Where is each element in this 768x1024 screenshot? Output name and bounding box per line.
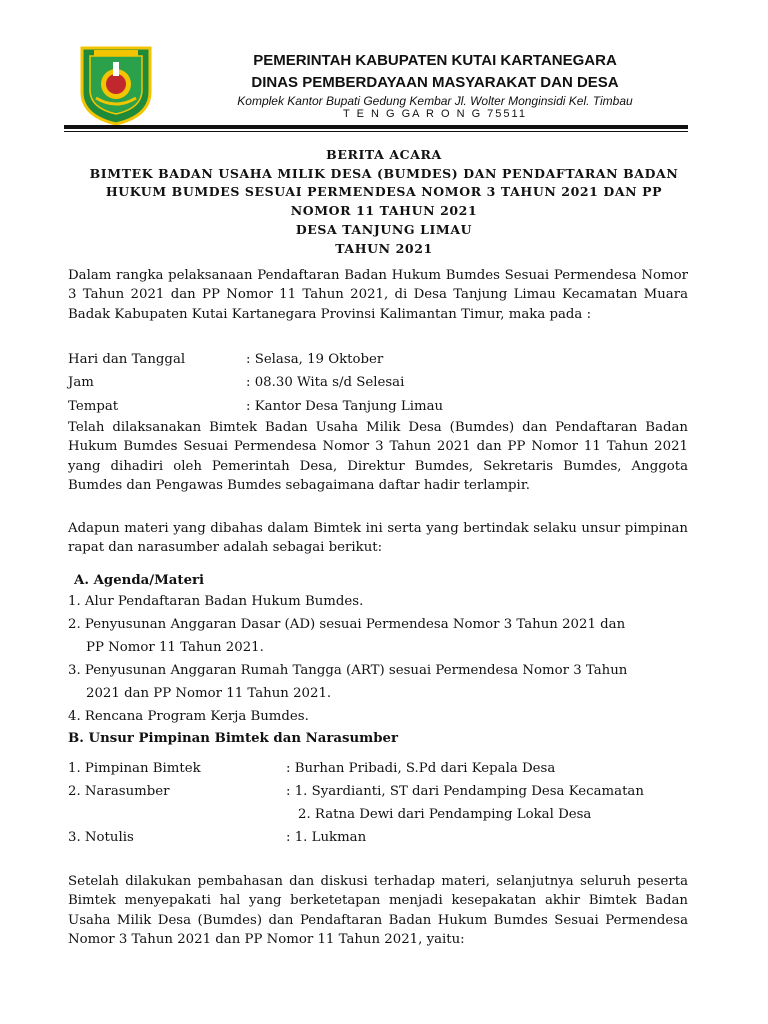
agenda-item-continuation: 2021 dan PP Nomor 11 Tahun 2021.	[86, 686, 332, 701]
detail-label: Tempat	[68, 399, 119, 414]
closing-paragraph: Setelah dilakukan pembahasan dan diskusi terhadap materi, selanjutnya seluruh peserta Bimtek menyepakati hal yang berketetapan menjadi kesepakatan akhir Bimtek Badan Usaha Milik Desa (Bumdes) dan Pendaftaran Badan Hukum Bumdes Sesuai Permendesa Nomor 3 Tahun 2021 dan PP Nomor 11 Tahun 2021, yaitu:	[68, 874, 688, 947]
document-title	[64, 146, 704, 258]
agenda-item-continuation: PP Nomor 11 Tahun 2021.	[86, 640, 264, 655]
title-line: HUKUM BUMDES SESUAI PERMENDESA NOMOR 3 TAHUN 2021 DAN PP	[105, 184, 663, 200]
title-line: TAHUN 2021	[335, 240, 433, 256]
leadership-person: : 1. Syardianti, ST dari Pendamping Desa Kecamatan	[286, 784, 644, 799]
letterhead-rule-thick	[64, 125, 688, 129]
letterhead-city: T E N G GA R O N G 75511	[343, 108, 527, 120]
attendance-paragraph: Telah dilaksanakan Bimtek Badan Usaha Milik Desa (Bumdes) dan Pendaftaran Badan Hukum Bumdes Sesuai Permendesa Nomor 3 Tahun 2021 dan PP Nomor 11 Tahun 2021 yang dihadiri oleh Pemerintah Desa, Direktur Bumdes, Sekretaris Bumdes, Anggota Bumdes dan Pengawas Bumdes sebagaimana daftar hadir terlampir.	[68, 420, 688, 493]
letterhead-address: Komplek Kantor Bupati Gedung Kembar Jl. Wolter Monginsidi Kel. Timbau	[237, 94, 633, 108]
leadership-role: 2. Narasumber	[68, 784, 170, 799]
leadership-person: 2. Ratna Dewi dari Pendamping Lokal Desa	[298, 807, 592, 822]
section-a-heading: A. Agenda/Materi	[74, 573, 205, 588]
leadership-role: 3. Notulis	[68, 830, 134, 845]
intro-paragraph: Dalam rangka pelaksanaan Pendaftaran Badan Hukum Bumdes Sesuai Permendesa Nomor 3 Tahun 2021 dan PP Nomor 11 Tahun 2021, di Desa Tanjung Limau Kecamatan Muara Badak Kabupaten Kutai Kartanegara Provinsi Kalimantan Timur, maka pada :	[68, 268, 688, 322]
detail-value: : 08.30 Wita s/d Selesai	[246, 375, 405, 390]
kutai-kartanegara-emblem-logo	[76, 40, 156, 126]
detail-label: Jam	[68, 375, 94, 390]
letterhead-government: PEMERINTAH KABUPATEN KUTAI KARTANEGARA	[253, 52, 617, 69]
leadership-role: 1. Pimpinan Bimtek	[68, 761, 201, 776]
leadership-person: : 1. Lukman	[286, 830, 367, 845]
title-line: BIMTEK BADAN USAHA MILIK DESA (BUMDES) DAN PENDAFTARAN BADAN	[89, 165, 679, 181]
letterhead-rule-thin	[64, 131, 688, 132]
section-b-heading: B. Unsur Pimpinan Bimtek dan Narasumber	[68, 731, 398, 746]
leadership-person: : Burhan Pribadi, S.Pd dari Kepala Desa	[286, 761, 556, 776]
materials-intro-paragraph: Adapun materi yang dibahas dalam Bimtek ini serta yang bertindak selaku unsur pimpinan rapat dan narasumber adalah sebagai berikut:	[68, 521, 688, 556]
detail-value: : Kantor Desa Tanjung Limau	[246, 399, 444, 414]
agenda-item: 1. Alur Pendaftaran Badan Hukum Bumdes.	[68, 594, 364, 609]
letterhead-department: DINAS PEMBERDAYAAN MASYARAKAT DAN DESA	[251, 74, 619, 91]
title-line: DESA TANJUNG LIMAU	[295, 221, 473, 237]
agenda-item: 4. Rencana Program Kerja Bumdes.	[68, 709, 309, 724]
title-line: NOMOR 11 TAHUN 2021	[290, 203, 478, 219]
agenda-item: 3. Penyusunan Anggaran Rumah Tangga (ART) sesuai Permendesa Nomor 3 Tahun	[68, 663, 628, 678]
title-line: BERITA ACARA	[326, 147, 442, 162]
detail-label: Hari dan Tanggal	[68, 352, 186, 367]
detail-value: : Selasa, 19 Oktober	[246, 352, 384, 367]
agenda-item: 2. Penyusunan Anggaran Dasar (AD) sesuai Permendesa Nomor 3 Tahun 2021 dan	[68, 617, 626, 632]
